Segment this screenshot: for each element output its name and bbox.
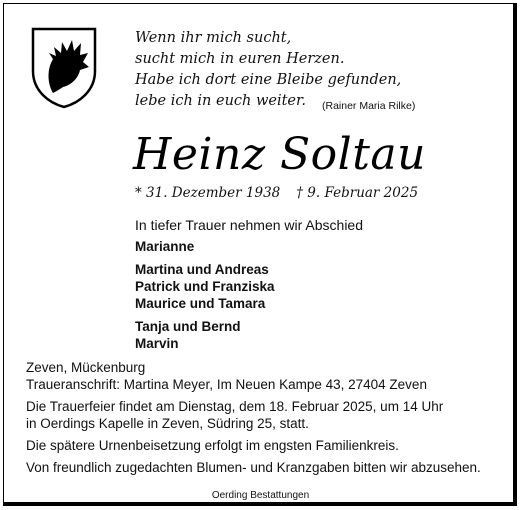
poem-line: Wenn ihr mich sucht, — [135, 30, 292, 46]
info-line: in Oerdings Kapelle in Zeven, Südring 25, statt. — [26, 416, 309, 431]
poem-line: Habe ich dort eine Bleibe gefunden, — [135, 72, 402, 88]
mourning-intro: In tiefer Trauer nehmen wir Abschied — [135, 217, 364, 233]
birth-date: * 31. Dezember 1938 — [135, 185, 281, 201]
mourner-name: Tanja und Bernd — [135, 319, 241, 334]
mourner-group — [135, 238, 275, 255]
poem-line: sucht mich in euren Herzen. — [135, 51, 345, 67]
funeral-info — [26, 359, 481, 481]
mourner-group — [135, 318, 275, 352]
info-line: Die Trauerfeier findet am Dienstag, dem 18. Februar 2025, um 14 Uhr — [26, 399, 444, 414]
info-line: Die spätere Urnenbeisetzung erfolgt im engsten Familienkreis. — [26, 438, 399, 453]
mourner-list — [135, 238, 275, 358]
mourner-name: Martina und Andreas — [135, 262, 269, 277]
info-line: Traueranschrift: Martina Meyer, Im Neuen Kampe 43, 27404 Zeven — [26, 377, 427, 392]
info-paragraph — [26, 437, 481, 454]
mourner-group — [135, 261, 275, 312]
antler-crest-icon — [31, 27, 97, 109]
mourner-name: Marvin — [135, 336, 179, 351]
info-line: Zeven, Mückenburg — [26, 360, 146, 375]
poem-line: lebe ich in euch weiter. — [135, 93, 306, 109]
info-paragraph — [26, 459, 481, 476]
info-paragraph — [26, 359, 481, 393]
mourner-name: Patrick und Franziska — [135, 279, 275, 294]
mourner-name: Maurice und Tamara — [135, 296, 266, 311]
mourner-name: Marianne — [135, 239, 195, 254]
life-dates — [135, 185, 418, 201]
deceased-name: Heinz Soltau — [133, 129, 426, 180]
death-date: † 9. Februar 2025 — [296, 185, 419, 201]
funeral-home-credit: Oerding Bestattungen — [211, 490, 310, 501]
info-line: Von freundlich zugedachten Blumen- und Kranzgaben bitten wir abzusehen. — [26, 460, 481, 475]
info-paragraph — [26, 398, 481, 432]
poem-attribution: (Rainer Maria Rilke) — [322, 100, 416, 112]
